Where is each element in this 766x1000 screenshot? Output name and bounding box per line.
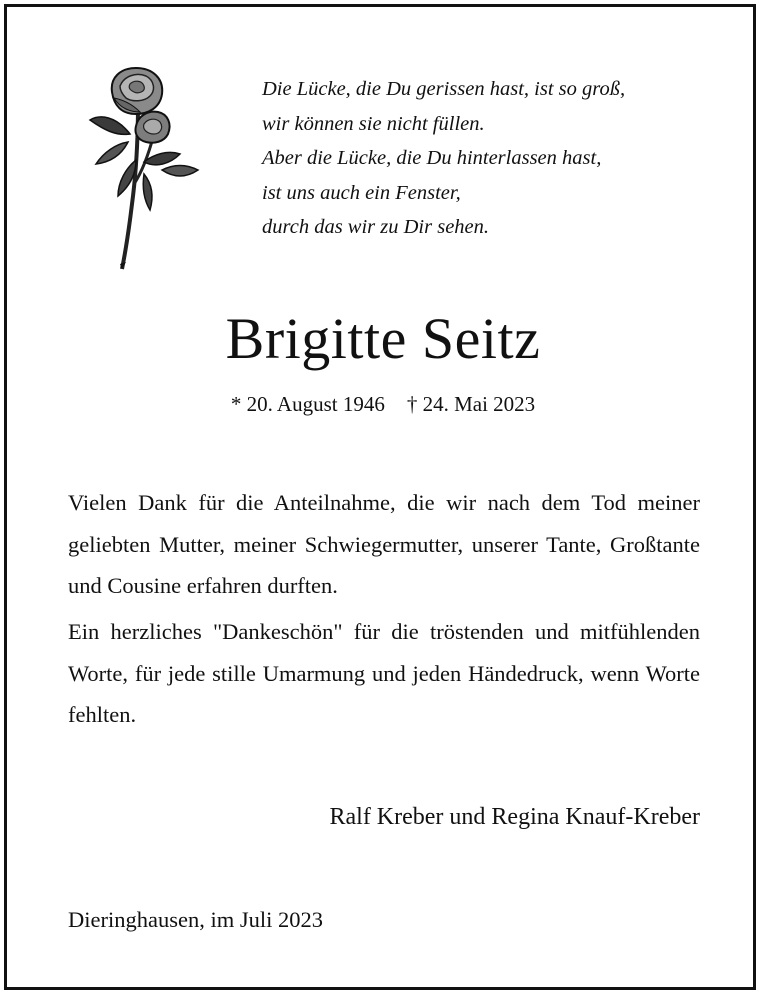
life-dates bbox=[0, 390, 766, 418]
memorial-poem bbox=[262, 72, 722, 245]
poem-line: ist uns auch ein Fenster, bbox=[262, 181, 461, 204]
death-date: † 24. Mai 2023 bbox=[406, 392, 536, 416]
thanks-paragraph-2: Ein herzliches "Dankeschön" für die tröstenden und mitfühlenden Worte, für jede stille Umarmung und jeden Händedruck, wenn Worte fehlten. bbox=[68, 619, 700, 727]
rose-icon bbox=[86, 64, 202, 274]
deceased-name: Brigitte Seitz bbox=[225, 306, 541, 371]
poem-line: Die Lücke, die Du gerissen hast, ist so groß, bbox=[262, 78, 626, 100]
place-and-date: Dieringhausen, im Juli 2023 bbox=[68, 907, 323, 932]
poem-line: wir können sie nicht füllen. bbox=[262, 112, 485, 135]
thanks-paragraph-1: Vielen Dank für die Anteilnahme, die wir nach dem Tod meiner geliebten Mutter, meiner Schwiegermutter, unserer Tante, Großtante und Cousine erfahren durften. bbox=[68, 490, 700, 598]
signature: Ralf Kreber und Regina Knauf-Kreber bbox=[329, 804, 700, 830]
poem-line: Aber die Lücke, die Du hinterlassen hast, bbox=[262, 147, 602, 169]
birth-date: * 20. August 1946 bbox=[230, 392, 385, 416]
poem-line: durch das wir zu Dir sehen. bbox=[262, 216, 490, 238]
